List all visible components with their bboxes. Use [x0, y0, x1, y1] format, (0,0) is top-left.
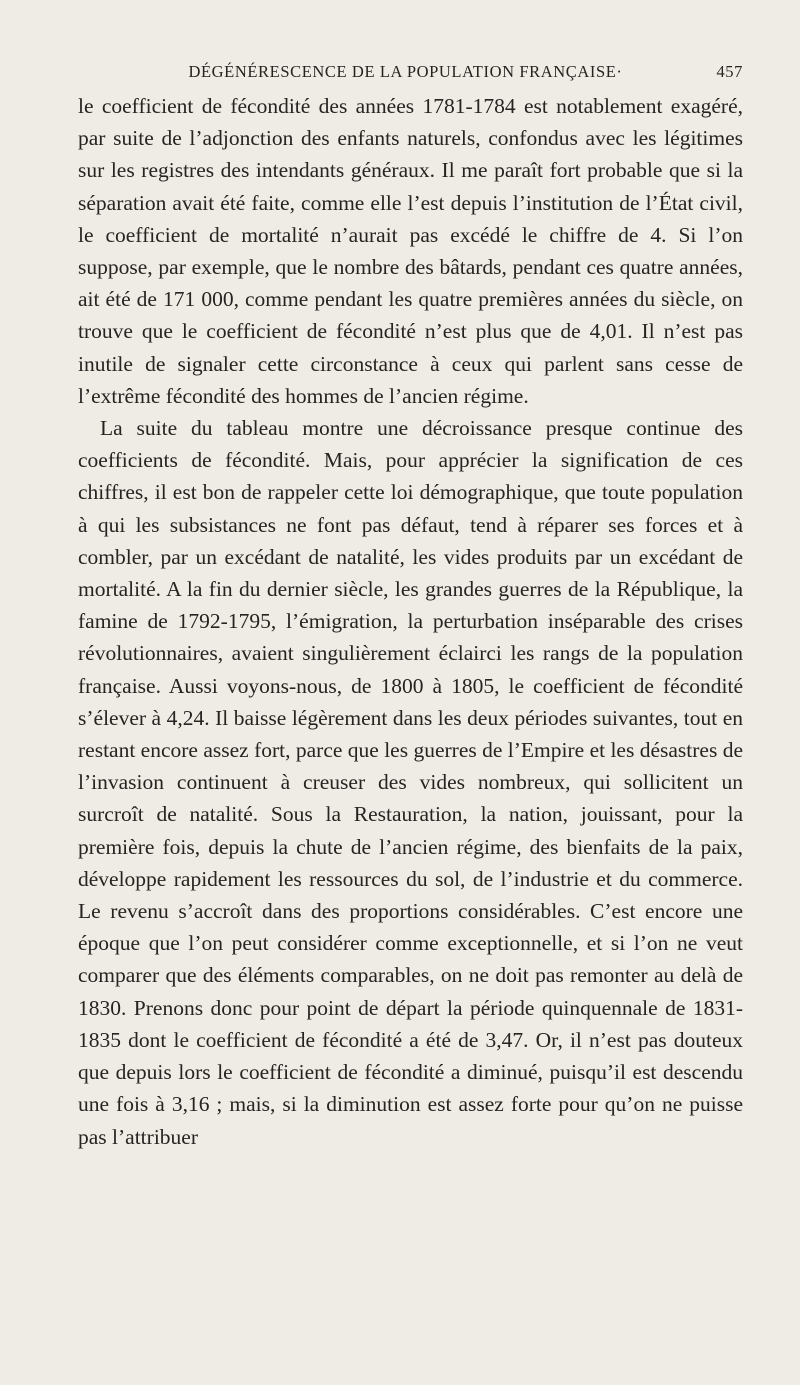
running-title: DÉGÉNÉRESCENCE DE LA POPULATION FRANÇAISE·: [188, 62, 623, 81]
paragraph-continued: le coefficient de fécondité des années 1781-1784 est notablement exagéré, par suite de l’adjonction des enfants naturels, confondus avec les légitimes sur les registres des intendants généraux. Il me paraît fort probable que si la séparation avait été faite, comme elle l’est depuis l’institution de l’État civil, le coefficient de mortalité n’aurait pas excédé le chiffre de 4. Si l’on suppose, par exemple, que le nombre des bâtards, pendant ces quatre années, ait été de 171 000, comme pendant les quatre premières années du siècle, on trouve que le coefficient de fécondité n’est plus que de 4,01. Il n’est pas inutile de signaler cette circonstance à ceux qui parlent sans cesse de l’extrême fécondité des hommes de l’ancien régime.: [78, 94, 743, 408]
body-text: [78, 90, 743, 1153]
page-number: 457: [716, 62, 743, 81]
book-page: [78, 62, 743, 1153]
paragraph-fecundity-decline: La suite du tableau montre une décroissance presque continue des coefficients de fécondité. Mais, pour apprécier la signification de ces chiffres, il est bon de rappeler cette loi démographique, que toute population à qui les subsistances ne font pas défaut, tend à réparer ses forces et à combler, par un excédant de natalité, les vides produits par un excédant de mortalité. A la fin du dernier siècle, les grandes guerres de la République, la famine de 1792-1795, l’émigration, la perturbation inséparable des crises révolutionnaires, avaient singulièrement éclairci les rangs de la population française. Aussi voyons-nous, de 1800 à 1805, le coefficient de fécondité s’élever à 4,24. Il baisse légèrement dans les deux périodes suivantes, tout en restant encore assez fort, parce que les guerres de l’Empire et les désastres de l’invasion continuent à creuser des vides nombreux, qui sollicitent un surcroît de natalité. Sous la Restauration, la nation, jouissant, pour la première fois, depuis la chute de l’ancien régime, des bienfaits de la paix, développe rapidement les ressources du sol, de l’industrie et du commerce. Le revenu s’accroît dans des proportions considérables. C’est encore une époque que l’on peut considérer comme exceptionnelle, et si l’on ne veut comparer que des éléments comparables, on ne doit pas remonter au delà de 1830. Prenons donc pour point de départ la période quinquennale de 1831-1835 dont le coefficient de fécondité a été de 3,47. Or, il n’est pas douteux que depuis lors le coefficient de fécondité a diminué, puisqu’il est descendu une fois à 3,16 ; mais, si la diminution est assez forte pour qu’on ne puisse pas l’attribuer: [78, 416, 743, 1149]
running-head: [78, 62, 743, 90]
